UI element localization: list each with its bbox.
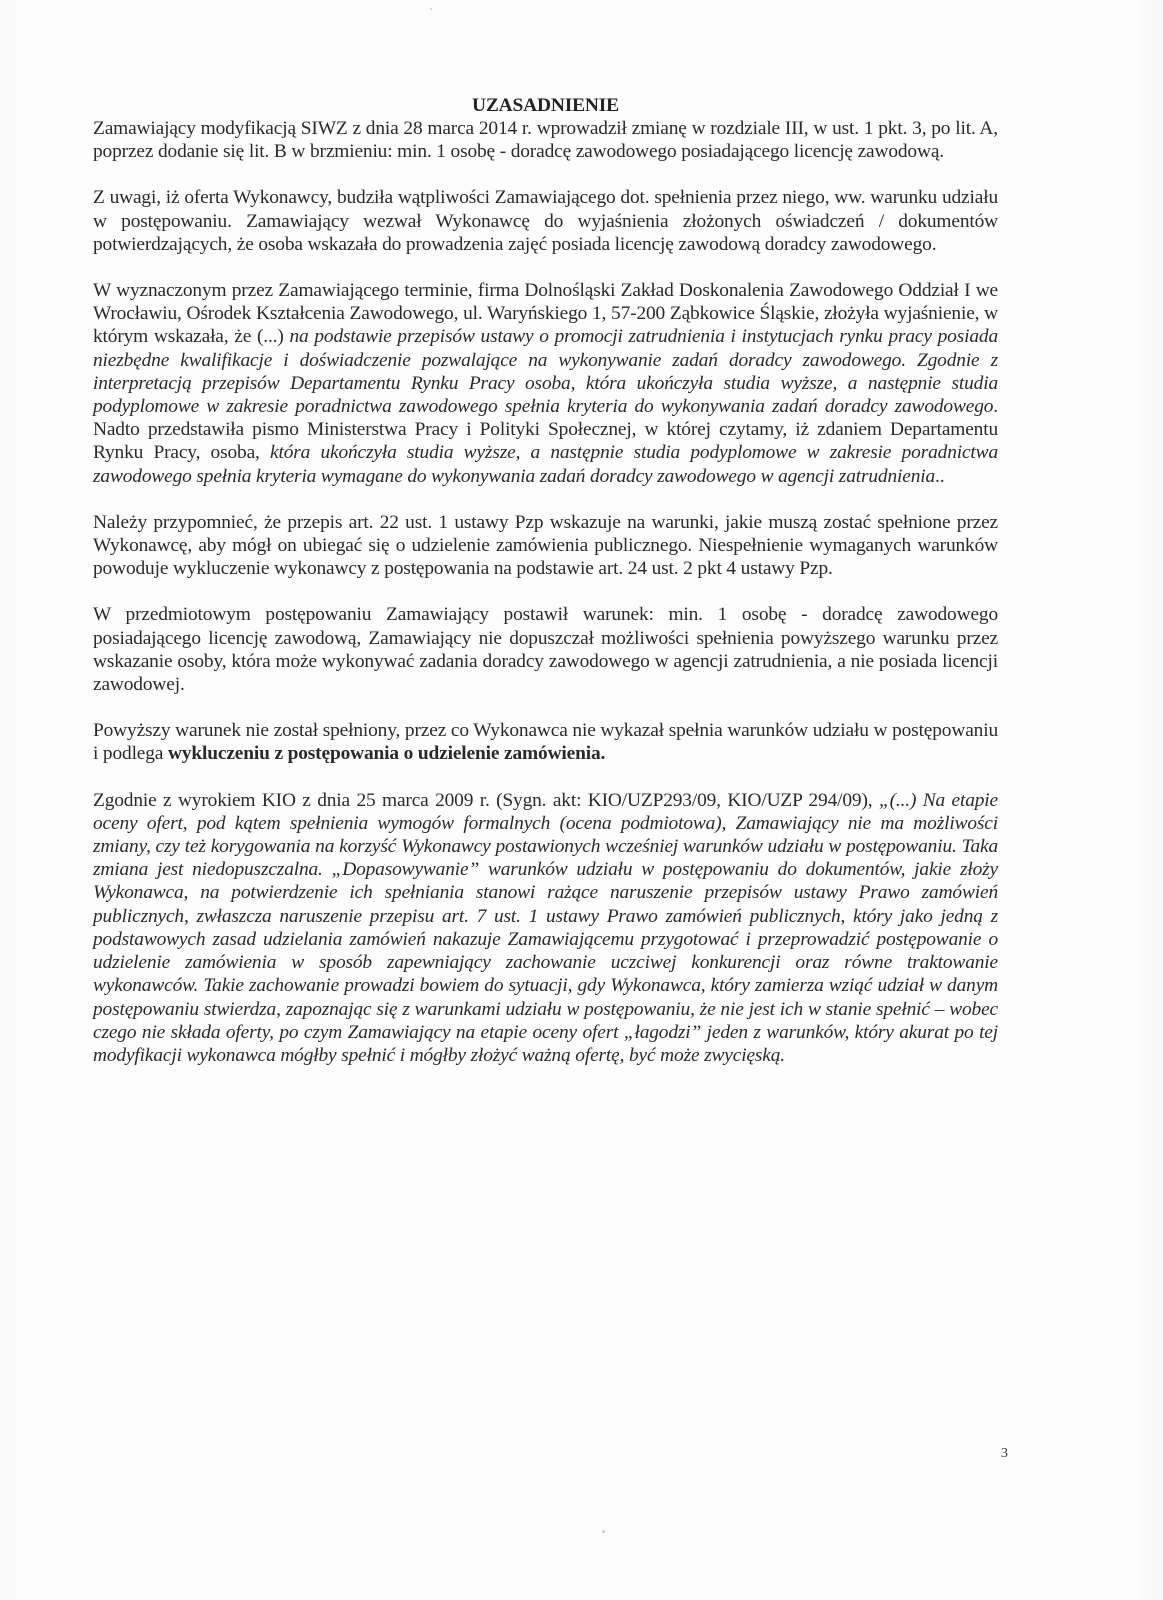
text-segment-normal: W przedmiotowym postępowaniu Zamawiający postawił warunek: min. 1 osobę - doradcę zawodowego posiadającego licencję zawodową, Zamawiający nie dopuszczał możliwości spełnienia powyższego warunku przez wskazanie osoby, która może wykonywać zadania doradcy zawodowego w agencji zatrudnienia, a nie posiada licencji zawodowej. — [93, 604, 998, 696]
text-segment-normal: Należy przypomnieć, że przepis art. 22 ust. 1 ustawy Pzp wskazuje na warunki, jakie muszą zostać spełnione przez Wykonawcę, aby mógł on ubiegać się o udzielenie zamówienia publicznego. Niespełnienie wymaganych warunków powoduje wykluczenie wykonawcy z postępowania na podstawie art. 24 ust. 2 pkt 4 ustawy Pzp. — [93, 511, 998, 580]
document-title: UZASADNIENIE — [472, 95, 619, 116]
page-number: 3 — [1001, 1446, 1008, 1461]
scan-artifact — [430, 8, 432, 10]
text-segment-normal: Zamawiający modyfikacją SIWZ z dnia 28 marca 2014 r. wprowadził zmianę w rozdziale III, w ust. 1 pkt. 3, po lit. A, poprzez dodanie się lit. B w brzmieniu: min. 1 osobę - doradcę zawodowego posiadającego licencję zawodową. — [93, 118, 998, 163]
text-segment-normal: Zgodnie z wyrokiem KIO z dnia 25 marca 2009 r. (Sygn. akt: KIO/UZP293/09, KIO/UZP 294/09), — [93, 789, 879, 811]
text-segment-normal: . Nadto przedstawiła pismo Ministerstwa Pracy i Polityki Społecznej, w której czytamy, iż zdaniem Departamentu Rynku Pracy, osoba, — [93, 396, 998, 464]
paragraph-7 — [93, 789, 998, 1067]
paragraph-3 — [93, 279, 998, 488]
text-segment-normal: .. — [935, 465, 945, 487]
text-segment-italic: na podstawie przepisów ustawy o promocji zatrudnienia i instytucjach rynku pracy posiada niezbędne kwalifikacje i doświadczenie pozwalające na wykonywanie zadań doradcy zawodowego. Zgodnie z interpretacją przepisów Departamentu Rynku Pracy osoba, która ukończyła studia wyższe, a następnie studia podyplomowe w zakresie poradnictwa zawodowego spełnia kryteria do wykonywania zadań doradcy zawodowego — [93, 326, 998, 418]
text-segment-normal: W wyznaczonym przez Zamawiającego terminie, firma Dolnośląski Zakład Doskonalenia Zawodowego Oddział I we Wrocławiu, Ośrodek Kształcenia Zawodowego, ul. Waryńskiego 1, 57-200 Ząbkowice Śląskie, złożyła wyjaśnienie, w którym wskazała, że (...) — [93, 280, 998, 348]
paragraph-list — [93, 117, 998, 1067]
document-body — [93, 94, 998, 1090]
paragraph-5 — [93, 603, 998, 696]
text-segment-bold: wykluczeniu z postępowania o udzielenie zamówienia. — [167, 743, 606, 765]
text-segment-normal: Powyższy warunek nie został spełniony, przez co Wykonawca nie wykazał spełnia warunków udziału w postępowaniu i podlega — [93, 720, 998, 765]
text-segment-italic: „(...) Na etapie oceny ofert, pod kątem spełnienia wymogów formalnych (ocena podmiotowa), Zamawiający nie ma możliwości zmiany, czy też korygowania na korzyść Wykonawcy postawionych wcześniej warunków udziału w postępowaniu. Taka zmiana jest niedopuszczalna. „Dopasowywanie” warunków udziału w postępowaniu do dokumentów, jakie złoży Wykonawca, na potwierdzenie ich spełniania stanowi rażące naruszenie przepisów ustawy Prawo zamówień publicznych, zwłaszcza naruszenie przepisu art. 7 ust. 1 ustawy Prawo zamówień publicznych, który jako jedną z podstawowych zasad udzielania zamówień nakazuje Zamawiającemu przygotować i przeprowadzić postępowanie o udzielenie zamówienia w sposób zapewniający zachowanie uczciwej konkurencji oraz równe traktowanie wykonawców. Takie zachowanie prowadzi bowiem do sytuacji, gdy Wykonawca, który zamierza wziąć udział w danym postępowaniu stwierdza, zapoznając się z warunkami udziału w postępowaniu, że nie jest ich w stanie spełnić – wobec czego nie składa oferty, po czym Zamawiający na etapie oceny ofert „łagodzi” jeden z warunków, który akurat po tej modyfikacji wykonawca mógłby spełnić i mógłby złożyć ważną ofertę, być może zwycięską. — [93, 789, 999, 1066]
paragraph-1 — [93, 117, 998, 163]
paragraph-6 — [93, 719, 998, 765]
paragraph-4 — [93, 511, 998, 581]
text-segment-italic: która ukończyła studia wyższe, a następnie studia podyplomowe w zakresie poradnictwa zawodowego spełnia kryteria wymagane do wykonywania zadań doradcy zawodowego w agencji zatrudnienia — [93, 442, 998, 487]
paragraph-2 — [93, 186, 998, 256]
text-segment-normal: Z uwagi, iż oferta Wykonawcy, budziła wątpliwości Zamawiającego dot. spełnienia przez niego, ww. warunku udziału w postępowaniu. Zamawiający wezwał Wykonawcę do wyjaśnienia złożonych oświadczeń / dokumentów potwierdzających, że osoba wskazała do prowadzenia zajęć posiada licencję zawodową doradcy zawodowego. — [93, 187, 998, 255]
scan-artifact — [602, 1530, 605, 1533]
